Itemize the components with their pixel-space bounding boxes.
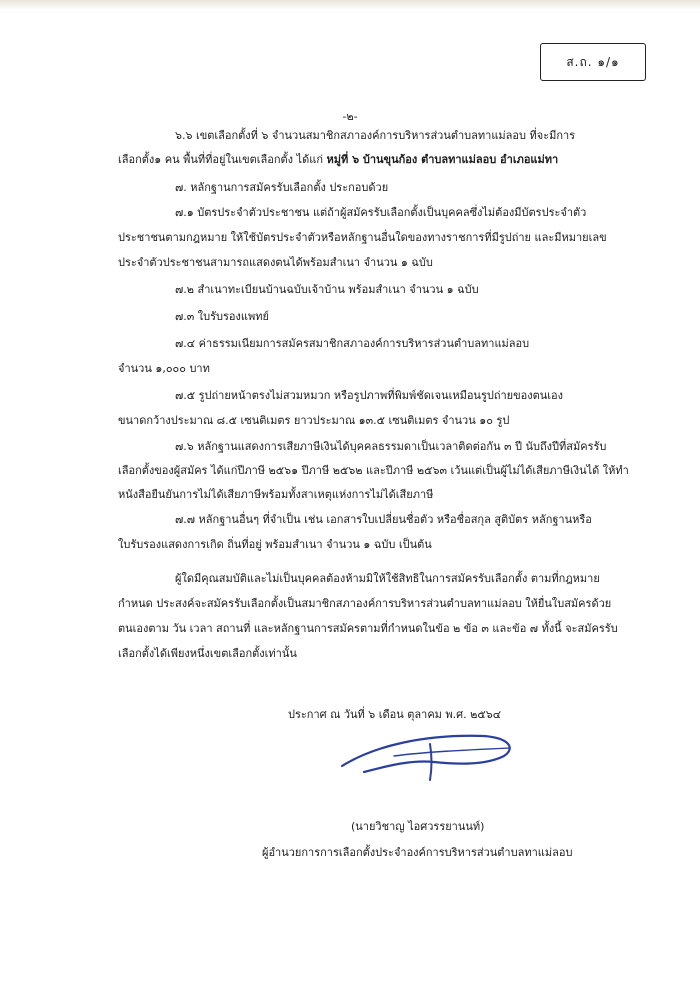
text-line: ๗.๖ หลักฐานแสดงการเสียภาษีเงินได้บุคคลธรรมดาเป็นเวลาติดต่อกัน ๓ ปี นับถึงปีที่สมัครรับ <box>175 440 607 453</box>
section-heading: ๗. หลักฐานการสมัครรับเลือกตั้ง ประกอบด้วย <box>175 181 389 194</box>
text-line: ประชาชนตามกฎหมาย ให้ใช้บัตรประจำตัวหรือหลักฐานอื่นใดของทางราชการที่มีรูปถ่าย และมีหมายเลข <box>118 231 607 244</box>
page-number: -๒- <box>342 110 358 123</box>
announcement-date: ประกาศ ณ วันที่ ๖ เดือน ตุลาคม พ.ศ. ๒๕๖๔ <box>288 708 502 721</box>
scan-edge <box>0 0 700 10</box>
text-line: ผู้ใดมีคุณสมบัติและไม่เป็นบุคคลต้องห้ามมิให้ใช้สิทธิในการสมัครรับเลือกตั้ง ตามที่กฎหมาย <box>175 572 600 585</box>
text-line: ๗.๗ หลักฐานอื่นๆ ที่จำเป็น เช่น เอกสารใบเปลี่ยนชื่อตัว หรือชื่อสกุล สูติบัตร หลักฐานหรือ <box>175 513 592 526</box>
text-line: หนังสือยืนยันการไม่ได้เสียภาษีพร้อมทั้งสาเหตุแห่งการไม่ได้เสียภาษี <box>118 488 434 501</box>
text-line: จำนวน ๑,๐๐๐ บาท <box>118 362 210 375</box>
text-line: ๗.๔ ค่าธรรมเนียมการสมัครสมาชิกสภาองค์การบริหารส่วนตำบลทาแม่ลอบ <box>175 337 530 350</box>
text-line: ประจำตัวประชาชนสามารถแสดงตนได้พร้อมสำเนา จำนวน ๑ ฉบับ <box>118 256 433 269</box>
signer-name: (นายวิชาญ ไอศวรรยานนท์) <box>351 820 485 833</box>
text-line: ขนาดกว้างประมาณ ๘.๕ เซนติเมตร ยาวประมาณ ๑๓.๕ เซนติเมตร จำนวน ๑๐ รูป <box>118 414 510 427</box>
text-line: ๗.๓ ใบรับรองแพทย์ <box>175 310 269 323</box>
text-line: ๗.๕ รูปถ่ายหน้าตรงไม่สวมหมวก หรือรูปภาพที่พิมพ์ชัดเจนเหมือนรูปถ่ายของตนเอง <box>175 389 564 402</box>
text-line: ตนเองตาม วัน เวลา สถานที่ และหลักฐานการสมัครตามที่กำหนดในข้อ ๒ ข้อ ๓ และข้อ ๗ ทั้งนี้ จะสมัครรับ <box>118 622 618 635</box>
text-line: กำหนด ประสงค์จะสมัครรับเลือกตั้งเป็นสมาชิกสภาองค์การบริหารส่วนตำบลทาแม่ลอบ ให้ยื่นใบสมัครด้วย <box>118 597 612 610</box>
form-code: ส.ถ. ๑/๑ <box>566 54 620 69</box>
text-line: ๖.๖ เขตเลือกตั้งที่ ๖ จำนวนสมาชิกสภาองค์การบริหารส่วนตำบลทาแม่ลอบ ที่จะมีการ <box>175 129 576 142</box>
form-code-box <box>540 43 646 81</box>
handwritten-signature <box>334 726 524 786</box>
text-line: ใบรับรองแสดงการเกิด ถิ่นที่อยู่ พร้อมสำเนา จำนวน ๑ ฉบับ เป็นต้น <box>118 538 432 551</box>
signer-title: ผู้อำนวยการการเลือกตั้งประจำองค์การบริหารส่วนตำบลทาแม่ลอบ <box>262 846 573 859</box>
text-line: ๗.๒ สำเนาทะเบียนบ้านฉบับเจ้าบ้าน พร้อมสำเนา จำนวน ๑ ฉบับ <box>175 283 479 296</box>
text-line: ๗.๑ บัตรประจำตัวประชาชน แต่ถ้าผู้สมัครรับเลือกตั้งเป็นบุคคลซึ่งไม่ต้องมีบัตรประจำตัว <box>175 206 587 219</box>
text-line: เลือกตั้งได้เพียงหนึ่งเขตเลือกตั้งเท่านั้น <box>118 647 297 660</box>
text-line: เลือกตั้ง๑ คน พื้นที่ที่อยู่ในเขตเลือกตั้ง ได้แก่ หมู่ที่ ๖ บ้านขุนก้อง ตำบลทาแม่ลอบ อำเภอแม่ทา <box>118 153 559 166</box>
text-line: เลือกตั้งของผู้สมัคร ได้แก่ปีภาษี ๒๕๖๑ ปีภาษี ๒๕๖๒ และปีภาษี ๒๕๖๓ เว้นแต่เป็นผู้ไม่ได้เสียภาษีเงินได้ ให้ทำ <box>118 464 629 477</box>
